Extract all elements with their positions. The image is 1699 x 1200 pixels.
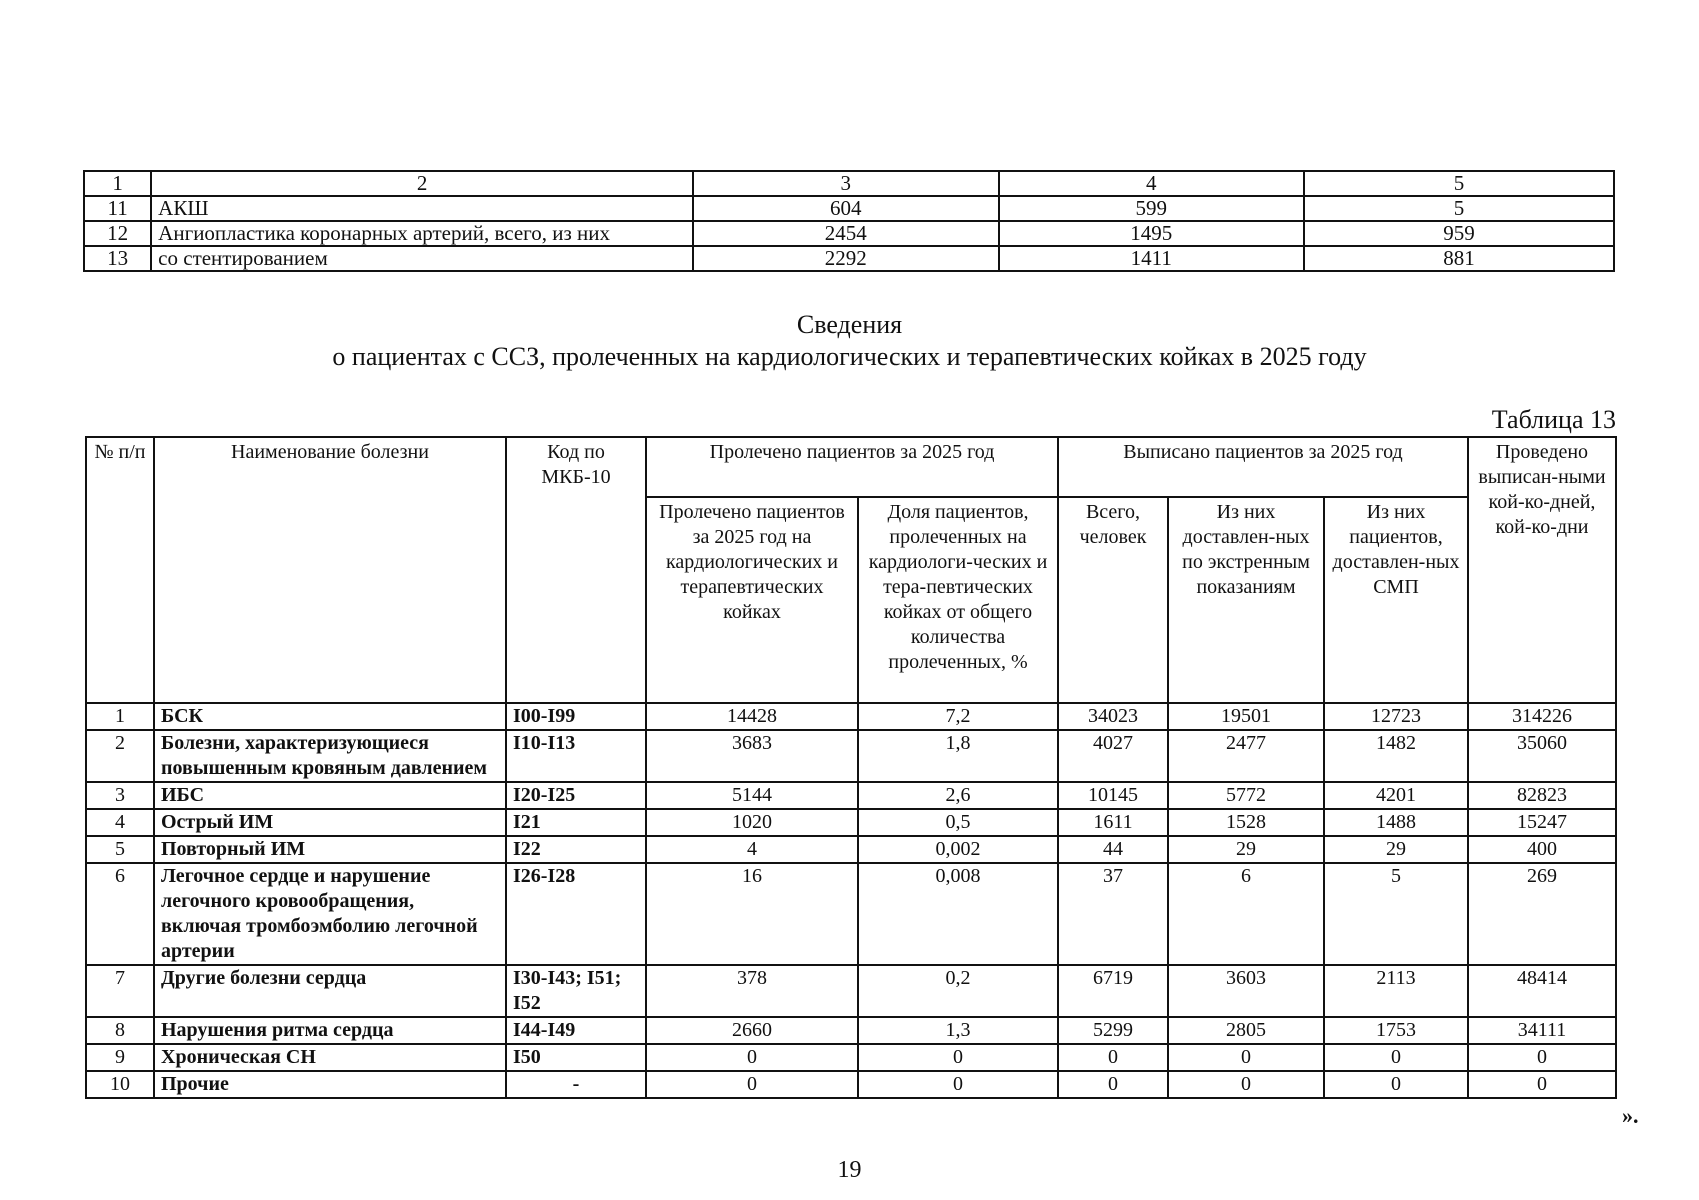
row-value: 881	[1304, 246, 1614, 271]
table-row	[86, 836, 1616, 863]
row-ambulance: 0	[1324, 1044, 1468, 1071]
row-code: I20-I25	[506, 782, 646, 809]
row-total: 6719	[1058, 965, 1168, 1017]
closing-quote-mark: ».	[1622, 1103, 1639, 1128]
row-value: 959	[1304, 221, 1614, 246]
row-code: I10-I13	[506, 730, 646, 782]
header-code: Код по МКБ-10	[506, 437, 646, 703]
row-name: Легочное сердце и нарушение легочного кровообращения, включая тромбоэмболию легочной артерии	[154, 863, 506, 965]
top-header-cell: 5	[1304, 171, 1614, 196]
row-number: 12	[84, 221, 151, 246]
row-share: 1,8	[858, 730, 1058, 782]
row-number: 9	[86, 1044, 154, 1071]
table-row	[86, 730, 1616, 782]
row-ambulance: 0	[1324, 1071, 1468, 1098]
row-code: I21	[506, 809, 646, 836]
row-number: 2	[86, 730, 154, 782]
row-share: 0,5	[858, 809, 1058, 836]
row-number: 7	[86, 965, 154, 1017]
header-total: Всего, человек	[1058, 497, 1168, 703]
row-name: АКШ	[151, 196, 693, 221]
row-share: 7,2	[858, 703, 1058, 730]
header-treated-group: Пролечено пациентов за 2025 год	[646, 437, 1058, 497]
row-code: I50	[506, 1044, 646, 1071]
row-name: БСК	[154, 703, 506, 730]
header-treated-count: Пролечено пациентов за 2025 год на кардиологических и терапевтических койках	[646, 497, 858, 703]
row-total: 10145	[1058, 782, 1168, 809]
header-num: № п/п	[86, 437, 154, 703]
row-number: 5	[86, 836, 154, 863]
row-name: Острый ИМ	[154, 809, 506, 836]
row-total: 5299	[1058, 1017, 1168, 1044]
table-row	[84, 196, 1614, 221]
row-name: Хроническая СН	[154, 1044, 506, 1071]
header-name: Наименование болезни	[154, 437, 506, 703]
row-share: 1,3	[858, 1017, 1058, 1044]
row-share: 2,6	[858, 782, 1058, 809]
row-treated: 14428	[646, 703, 858, 730]
row-total: 34023	[1058, 703, 1168, 730]
table-row	[84, 221, 1614, 246]
header-ambulance: Из них пациентов, доставлен-ных СМП	[1324, 497, 1468, 703]
row-value: 1411	[999, 246, 1305, 271]
row-share: 0,008	[858, 863, 1058, 965]
top-header-cell: 3	[693, 171, 999, 196]
table-row	[86, 1017, 1616, 1044]
row-name: Прочие	[154, 1071, 506, 1098]
row-name: Ангиопластика коронарных артерий, всего, из них	[151, 221, 693, 246]
header-discharged-group: Выписано пациентов за 2025 год	[1058, 437, 1468, 497]
row-code: I44-I49	[506, 1017, 646, 1044]
row-bed-days: 34111	[1468, 1017, 1616, 1044]
top-header-cell: 2	[151, 171, 693, 196]
table-row	[86, 1071, 1616, 1098]
row-name: ИБС	[154, 782, 506, 809]
top-header-cell: 4	[999, 171, 1305, 196]
row-emergency: 19501	[1168, 703, 1324, 730]
row-code: I30-I43; I51; I52	[506, 965, 646, 1017]
row-total: 37	[1058, 863, 1168, 965]
row-emergency: 0	[1168, 1071, 1324, 1098]
row-treated: 16	[646, 863, 858, 965]
table-label: Таблица 13	[1491, 405, 1616, 434]
row-bed-days: 82823	[1468, 782, 1616, 809]
row-treated: 0	[646, 1071, 858, 1098]
row-treated: 378	[646, 965, 858, 1017]
table-row	[86, 1044, 1616, 1071]
table-row	[84, 246, 1614, 271]
row-code: I00-I99	[506, 703, 646, 730]
row-value: 2454	[693, 221, 999, 246]
table-row	[86, 965, 1616, 1017]
row-number: 1	[86, 703, 154, 730]
row-number: 4	[86, 809, 154, 836]
row-total: 0	[1058, 1044, 1168, 1071]
row-bed-days: 15247	[1468, 809, 1616, 836]
row-emergency: 29	[1168, 836, 1324, 863]
row-share: 0	[858, 1044, 1058, 1071]
top-header-cell: 1	[84, 171, 151, 196]
table-row	[86, 782, 1616, 809]
row-bed-days: 0	[1468, 1044, 1616, 1071]
table-row	[86, 809, 1616, 836]
row-bed-days: 269	[1468, 863, 1616, 965]
row-name: Болезни, характеризующиеся повышенным кровяным давлением	[154, 730, 506, 782]
row-share: 0,002	[858, 836, 1058, 863]
row-treated: 2660	[646, 1017, 858, 1044]
row-code: -	[506, 1071, 646, 1098]
row-name: Повторный ИМ	[154, 836, 506, 863]
row-bed-days: 35060	[1468, 730, 1616, 782]
row-value: 1495	[999, 221, 1305, 246]
row-number: 3	[86, 782, 154, 809]
row-emergency: 0	[1168, 1044, 1324, 1071]
row-value: 599	[999, 196, 1305, 221]
row-ambulance: 1482	[1324, 730, 1468, 782]
top-table	[83, 170, 1615, 272]
row-bed-days: 48414	[1468, 965, 1616, 1017]
row-ambulance: 29	[1324, 836, 1468, 863]
row-number: 10	[86, 1071, 154, 1098]
row-emergency: 5772	[1168, 782, 1324, 809]
row-treated: 1020	[646, 809, 858, 836]
row-number: 11	[84, 196, 151, 221]
row-emergency: 2477	[1168, 730, 1324, 782]
row-ambulance: 4201	[1324, 782, 1468, 809]
row-emergency: 3603	[1168, 965, 1324, 1017]
header-emergency: Из них доставлен-ных по экстренным показаниям	[1168, 497, 1324, 703]
row-treated: 4	[646, 836, 858, 863]
row-treated: 0	[646, 1044, 858, 1071]
document-subheading: о пациентах с ССЗ, пролеченных на кардиологических и терапевтических койках в 2025 году	[332, 342, 1367, 371]
header-treated-share: Доля пациентов, пролеченных на кардиологи-ческих и тера-певтических койках от общего количества пролеченных, %	[858, 497, 1058, 703]
row-emergency: 2805	[1168, 1017, 1324, 1044]
row-code: I26-I28	[506, 863, 646, 965]
row-name: Другие болезни сердца	[154, 965, 506, 1017]
row-total: 1611	[1058, 809, 1168, 836]
row-number: 6	[86, 863, 154, 965]
row-emergency: 1528	[1168, 809, 1324, 836]
row-total: 44	[1058, 836, 1168, 863]
row-emergency: 6	[1168, 863, 1324, 965]
row-bed-days: 314226	[1468, 703, 1616, 730]
row-ambulance: 12723	[1324, 703, 1468, 730]
row-total: 4027	[1058, 730, 1168, 782]
row-treated: 3683	[646, 730, 858, 782]
row-name: Нарушения ритма сердца	[154, 1017, 506, 1044]
row-ambulance: 1488	[1324, 809, 1468, 836]
row-ambulance: 1753	[1324, 1017, 1468, 1044]
table-row	[86, 703, 1616, 730]
row-name: со стентированием	[151, 246, 693, 271]
table-row	[86, 863, 1616, 965]
main-table	[85, 436, 1617, 1099]
row-code: I22	[506, 836, 646, 863]
row-number: 13	[84, 246, 151, 271]
header-bed-days: Проведено выписан-ными кой-ко-дней, кой-ко-дни	[1468, 437, 1616, 703]
row-value: 604	[693, 196, 999, 221]
document-heading: Сведения	[796, 310, 903, 339]
row-ambulance: 5	[1324, 863, 1468, 965]
row-value: 2292	[693, 246, 999, 271]
row-treated: 5144	[646, 782, 858, 809]
main-header-row	[86, 437, 1616, 497]
row-total: 0	[1058, 1071, 1168, 1098]
row-share: 0	[858, 1071, 1058, 1098]
row-number: 8	[86, 1017, 154, 1044]
page-number: 19	[837, 1157, 862, 1183]
top-table-header-row	[84, 171, 1614, 196]
row-value: 5	[1304, 196, 1614, 221]
row-bed-days: 0	[1468, 1071, 1616, 1098]
row-share: 0,2	[858, 965, 1058, 1017]
row-bed-days: 400	[1468, 836, 1616, 863]
row-ambulance: 2113	[1324, 965, 1468, 1017]
